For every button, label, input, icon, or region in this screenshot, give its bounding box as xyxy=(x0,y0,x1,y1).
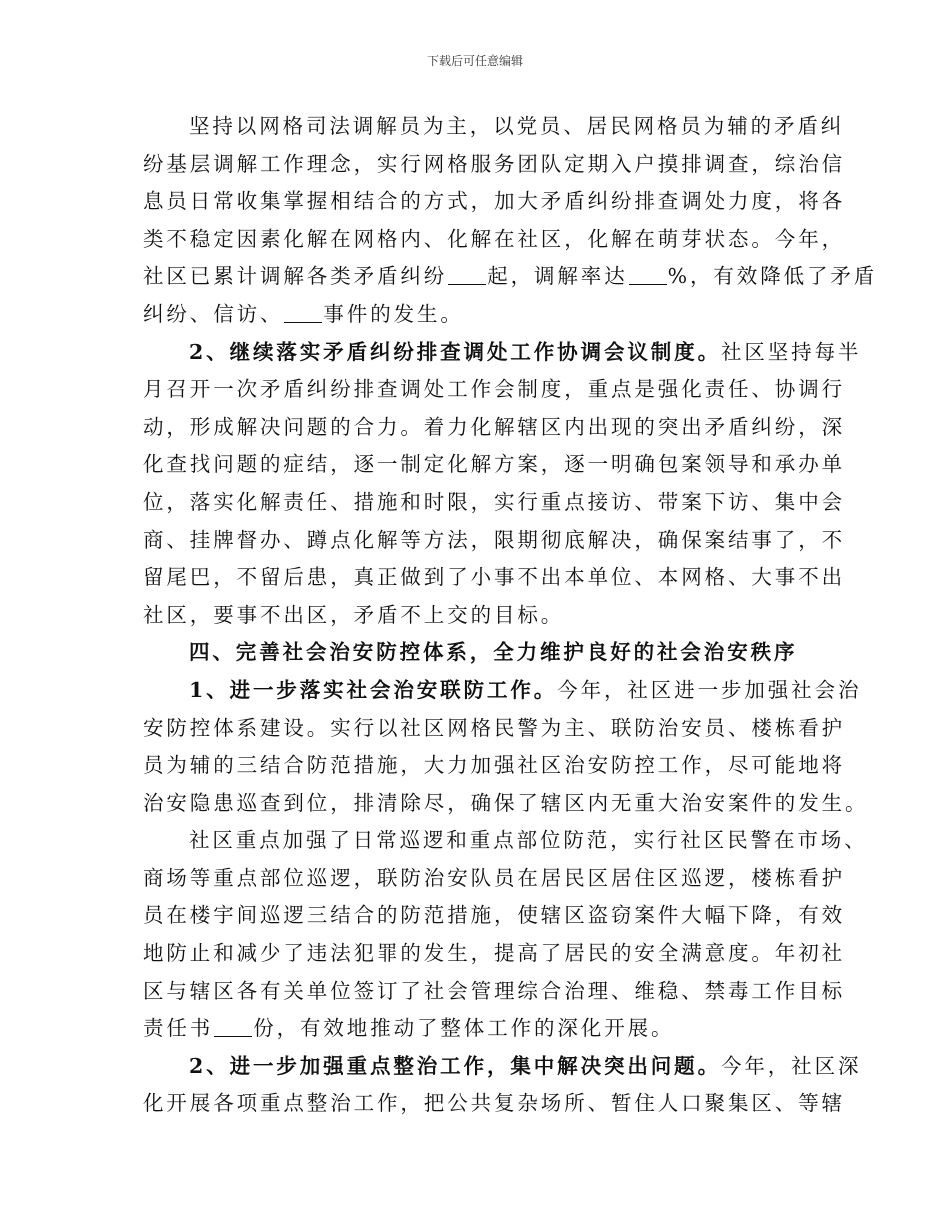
text-segment: 治安隐患巡查到位，排清除尽，确保了辖区内无重大治安案件的发生。 xyxy=(143,790,869,815)
text-line xyxy=(143,409,845,447)
text-segment: 社区坚持每半 xyxy=(720,339,862,364)
text-line xyxy=(143,597,813,635)
text-line xyxy=(143,522,845,560)
text-segment: 月召开一次矛盾纠纷排查调处工作会制度，重点是强化责任、协调行 xyxy=(143,377,845,402)
text-segment: 安防控体系建设。实行以社区网格民警为主、联防治安员、楼栋看护 xyxy=(143,715,845,740)
bold-text-segment: 2、继续落实矛盾纠纷排查调处工作协调会议制度。 xyxy=(189,339,721,364)
text-segment: 地防止和减少了违法犯罪的发生，提高了居民的安全满意度。年初社 xyxy=(143,941,845,966)
text-line xyxy=(143,221,845,259)
bold-text-segment: 四、完善社会治安防控体系，全力维护良好的社会治安秩序 xyxy=(189,640,798,665)
text-segment: 区与辖区各有关单位签订了社会管理综合治理、维稳、禁毒工作目标 xyxy=(143,978,845,1003)
text-line xyxy=(143,860,845,898)
text-segment: 社区重点加强了日常巡逻和重点部位防范，实行社区民警在市场、 xyxy=(189,828,868,853)
text-segment: 纠纷、信访、 xyxy=(143,301,284,326)
text-segment: 化查找问题的症结，逐一制定化解方案，逐一明确包案领导和承办单 xyxy=(143,452,845,477)
text-line xyxy=(143,371,845,409)
text-segment: 商场等重点部位巡逻，联防治安队员在居民区居住区巡逻，楼栋看护 xyxy=(143,865,845,890)
text-segment: 动，形成解决问题的合力。着力化解辖区内出现的突出矛盾纠纷，深 xyxy=(143,414,845,439)
text-line xyxy=(143,1085,845,1123)
fill-in-blank xyxy=(214,1014,252,1037)
text-segment: 今年，社区进一步加强社会治 xyxy=(557,677,862,702)
text-segment: 坚持以网格司法调解员为主，以党员、居民网格员为辅的矛盾纠 xyxy=(189,114,845,138)
text-line xyxy=(143,822,868,860)
document-body xyxy=(143,108,878,1123)
text-segment: 员为辅的三结合防范措施，大力加强社区治安防控工作，尽可能地将 xyxy=(143,753,845,778)
fill-in-blank xyxy=(629,262,667,285)
text-line xyxy=(143,446,845,484)
text-line xyxy=(143,785,869,823)
text-segment: 社区已累计调解各类矛盾纠纷 xyxy=(143,264,448,289)
text-line xyxy=(143,146,845,184)
text-line xyxy=(143,1048,862,1086)
text-line xyxy=(143,258,878,296)
text-segment: 起，调解率达 xyxy=(487,264,628,289)
text-line xyxy=(143,183,845,221)
text-segment: 事件的发生。 xyxy=(323,301,464,326)
text-line xyxy=(143,710,845,748)
text-line xyxy=(143,334,862,372)
text-line xyxy=(143,897,845,935)
text-segment: %，有效降低了矛盾 xyxy=(667,264,878,289)
bold-text-segment: 2、进一步加强重点整治工作，集中解决突出问题。 xyxy=(189,1053,721,1078)
text-segment: 今年，社区深 xyxy=(720,1053,862,1078)
text-line xyxy=(143,1010,813,1048)
text-segment: 员在楼宇间巡逻三结合的防范措施，使辖区盗窃案件大幅下降，有效 xyxy=(143,903,845,928)
text-segment: 纷基层调解工作理念，实行网格服务团队定期入户摸排调查，综治信 xyxy=(143,151,845,176)
text-segment: 责任书 xyxy=(143,1016,214,1041)
text-segment: 留尾巴，不留后患，真正做到了小事不出本单位、本网格、大事不出 xyxy=(143,565,845,590)
text-line xyxy=(143,672,862,710)
text-line xyxy=(143,108,845,146)
text-segment: 位，落实化解责任、措施和时限，实行重点接访、带案下访、集中会 xyxy=(143,489,845,514)
bold-text-segment: 1、进一步落实社会治安联防工作。 xyxy=(189,677,558,702)
fill-in-blank xyxy=(448,262,486,285)
text-segment: 化开展各项重点整治工作，把公共复杂场所、暂住人口聚集区、等辖 xyxy=(143,1091,845,1116)
text-segment: 息员日常收集掌握相结合的方式，加大矛盾纠纷排查调处力度，将各 xyxy=(143,189,845,214)
text-segment: 类不稳定因素化解在网格内、化解在社区，化解在萌芽状态。今年， xyxy=(143,226,845,251)
text-line xyxy=(143,973,845,1011)
text-line xyxy=(143,747,845,785)
text-segment: 商、挂牌督办、蹲点化解等方法，限期彻底解决，确保案结事了，不 xyxy=(143,527,845,552)
text-line xyxy=(143,296,813,334)
text-segment: 份，有效地推动了整体工作的深化开展。 xyxy=(253,1016,675,1041)
text-line xyxy=(143,484,845,522)
text-line xyxy=(143,634,813,672)
page-header: 下载后可任意编辑 xyxy=(426,54,523,68)
text-line xyxy=(143,559,845,597)
text-segment: 社区，要事不出区，矛盾不上交的目标。 xyxy=(143,602,565,627)
text-line xyxy=(143,935,845,973)
fill-in-blank xyxy=(284,300,322,323)
